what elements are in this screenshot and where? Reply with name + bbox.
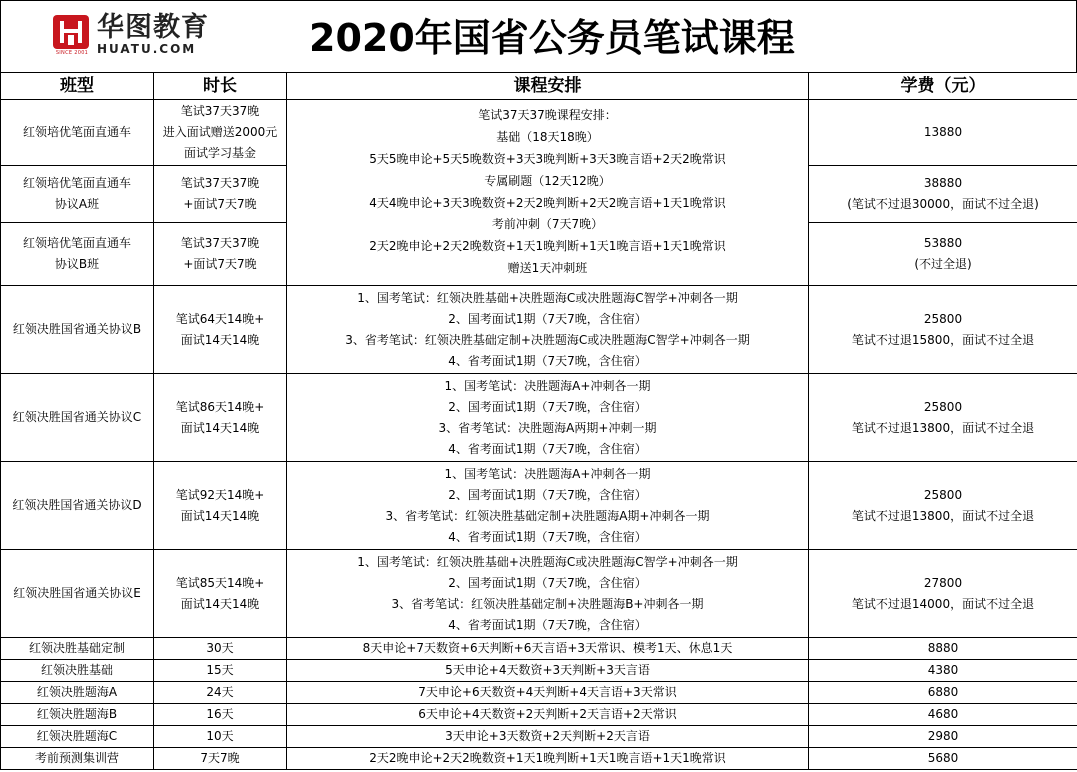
- duration-cell: 15天: [154, 660, 287, 682]
- fee-cell: 38880 (笔试不过退30000，面试不过全退): [809, 166, 1077, 223]
- fee-cell: 5680: [809, 748, 1077, 770]
- class-name-cell: 红领决胜基础定制: [1, 638, 154, 660]
- schedule-cell: 2天2晚申论+2天2晚数资+1天1晚判断+1天1晚言语+1天1晚常识: [287, 748, 809, 770]
- table-row: [1, 682, 1077, 704]
- schedule-cell: 1、国考笔试：决胜题海A+冲刺各一期 2、国考面试1期（7天7晚，含住宿） 3、省考笔试：决胜题海A两期+冲刺一期 4、省考面试1期（7天7晚，含住宿）: [287, 374, 809, 462]
- duration-cell: 笔试64天14晚+ 面试14天14晚: [154, 286, 287, 374]
- class-name-cell: 红领决胜国省通关协议E: [1, 550, 154, 638]
- class-name-cell: 红领决胜国省通关协议B: [1, 286, 154, 374]
- duration-cell: 笔试37天37晚 +面试7天7晚: [154, 166, 287, 223]
- fee-cell: 6880: [809, 682, 1077, 704]
- fee-cell: 53880 (不过全退): [809, 223, 1077, 286]
- table-row: [1, 726, 1077, 748]
- class-name-cell: 红领决胜题海B: [1, 704, 154, 726]
- schedule-cell: 5天申论+4天数资+3天判断+3天言语: [287, 660, 809, 682]
- duration-cell: 笔试86天14晚+ 面试14天14晚: [154, 374, 287, 462]
- duration-cell: 30天: [154, 638, 287, 660]
- table-row: [1, 286, 1077, 374]
- brand-logo[interactable]: [51, 13, 209, 57]
- table-row: [1, 100, 1077, 166]
- schedule-cell: 1、国考笔试：红领决胜基础+决胜题海C或决胜题海C智学+冲刺各一期 2、国考面试1期（7天7晚，含住宿） 3、省考笔试：红领决胜基础定制+决胜题海B+冲刺各一期 4、省考面试1期（7天7晚，含住宿）: [287, 550, 809, 638]
- class-name-cell: 红领培优笔面直通车 协议B班: [1, 223, 154, 286]
- fee-cell: 13880: [809, 100, 1077, 166]
- table-row: [1, 660, 1077, 682]
- huatu-emblem-icon: [51, 13, 93, 57]
- duration-cell: 7天7晚: [154, 748, 287, 770]
- class-name-cell: 红领决胜国省通关协议C: [1, 374, 154, 462]
- column-header-schedule: 课程安排: [287, 73, 809, 100]
- schedule-cell: 3天申论+3天数资+2天判断+2天言语: [287, 726, 809, 748]
- fee-cell: 25800 笔试不过退13800，面试不过全退: [809, 462, 1077, 550]
- duration-cell: 笔试37天37晚 +面试7天7晚: [154, 223, 287, 286]
- brand-domain: HUATU.COM: [97, 42, 197, 56]
- table-header-row: [1, 73, 1077, 100]
- class-name-cell: 红领决胜国省通关协议D: [1, 462, 154, 550]
- table-row: [1, 462, 1077, 550]
- fee-cell: 4380: [809, 660, 1077, 682]
- fee-cell: 25800 笔试不过退13800，面试不过全退: [809, 374, 1077, 462]
- column-header-fee: 学费（元）: [809, 73, 1077, 100]
- duration-cell: 10天: [154, 726, 287, 748]
- column-header-class-type: 班型: [1, 73, 154, 100]
- duration-cell: 24天: [154, 682, 287, 704]
- class-name-cell: 考前预测集训营: [1, 748, 154, 770]
- table-row: [1, 550, 1077, 638]
- course-table: [0, 72, 1077, 770]
- duration-cell: 笔试37天37晚 进入面试赠送2000元 面试学习基金: [154, 100, 287, 166]
- schedule-cell: 6天申论+4天数资+2天判断+2天言语+2天常识: [287, 704, 809, 726]
- class-name-cell: 红领决胜题海C: [1, 726, 154, 748]
- schedule-cell: 7天申论+6天数资+4天判断+4天言语+3天常识: [287, 682, 809, 704]
- schedule-cell: 1、国考笔试：红领决胜基础+决胜题海C或决胜题海C智学+冲刺各一期 2、国考面试1期（7天7晚，含住宿） 3、省考笔试：红领决胜基础定制+决胜题海C或决胜题海C智学+冲刺各一期 4、省考面试1期（7天7晚，含住宿）: [287, 286, 809, 374]
- class-name-cell: 红领决胜基础: [1, 660, 154, 682]
- column-header-duration: 时长: [154, 73, 287, 100]
- table-row: [1, 638, 1077, 660]
- duration-cell: 笔试92天14晚+ 面试14天14晚: [154, 462, 287, 550]
- schedule-cell: 1、国考笔试：决胜题海A+冲刺各一期 2、国考面试1期（7天7晚，含住宿） 3、省考笔试：红领决胜基础定制+决胜题海A期+冲刺各一期 4、省考面试1期（7天7晚，含住宿）: [287, 462, 809, 550]
- table-row: [1, 748, 1077, 770]
- fee-cell: 25800 笔试不过退15800，面试不过全退: [809, 286, 1077, 374]
- header: [0, 0, 1077, 72]
- brand-name: 华图教育: [97, 12, 209, 43]
- schedule-cell: 8天申论+7天数资+6天判断+6天言语+3天常识、模考1天、休息1天: [287, 638, 809, 660]
- fee-cell: 27800 笔试不过退14000，面试不过全退: [809, 550, 1077, 638]
- fee-cell: 8880: [809, 638, 1077, 660]
- page-title: 2020年国省公务员笔试课程: [309, 16, 795, 60]
- fee-cell: 4680: [809, 704, 1077, 726]
- brand-since: SINCE 2001: [55, 50, 89, 56]
- schedule-cell: 笔试37天37晚课程安排： 基础（18天18晚） 5天5晚申论+5天5晚数资+3天3晚判断+3天3晚言语+2天2晚常识 专属刷题（12天12晚） 4天4晚申论+3天3晚数资+2天2晚判断+2天2晚言语+1天1晚常识 考前冲刺（7天7晚） 2天2晚申论+2天2晚数资+1天1晚判断+1天1晚言语+1天1晚常识 赠送1天冲刺班: [287, 100, 809, 286]
- class-name-cell: 红领培优笔面直通车: [1, 100, 154, 166]
- duration-cell: 笔试85天14晚+ 面试14天14晚: [154, 550, 287, 638]
- duration-cell: 16天: [154, 704, 287, 726]
- table-row: [1, 704, 1077, 726]
- table-row: [1, 374, 1077, 462]
- fee-cell: 2980: [809, 726, 1077, 748]
- class-name-cell: 红领培优笔面直通车 协议A班: [1, 166, 154, 223]
- class-name-cell: 红领决胜题海A: [1, 682, 154, 704]
